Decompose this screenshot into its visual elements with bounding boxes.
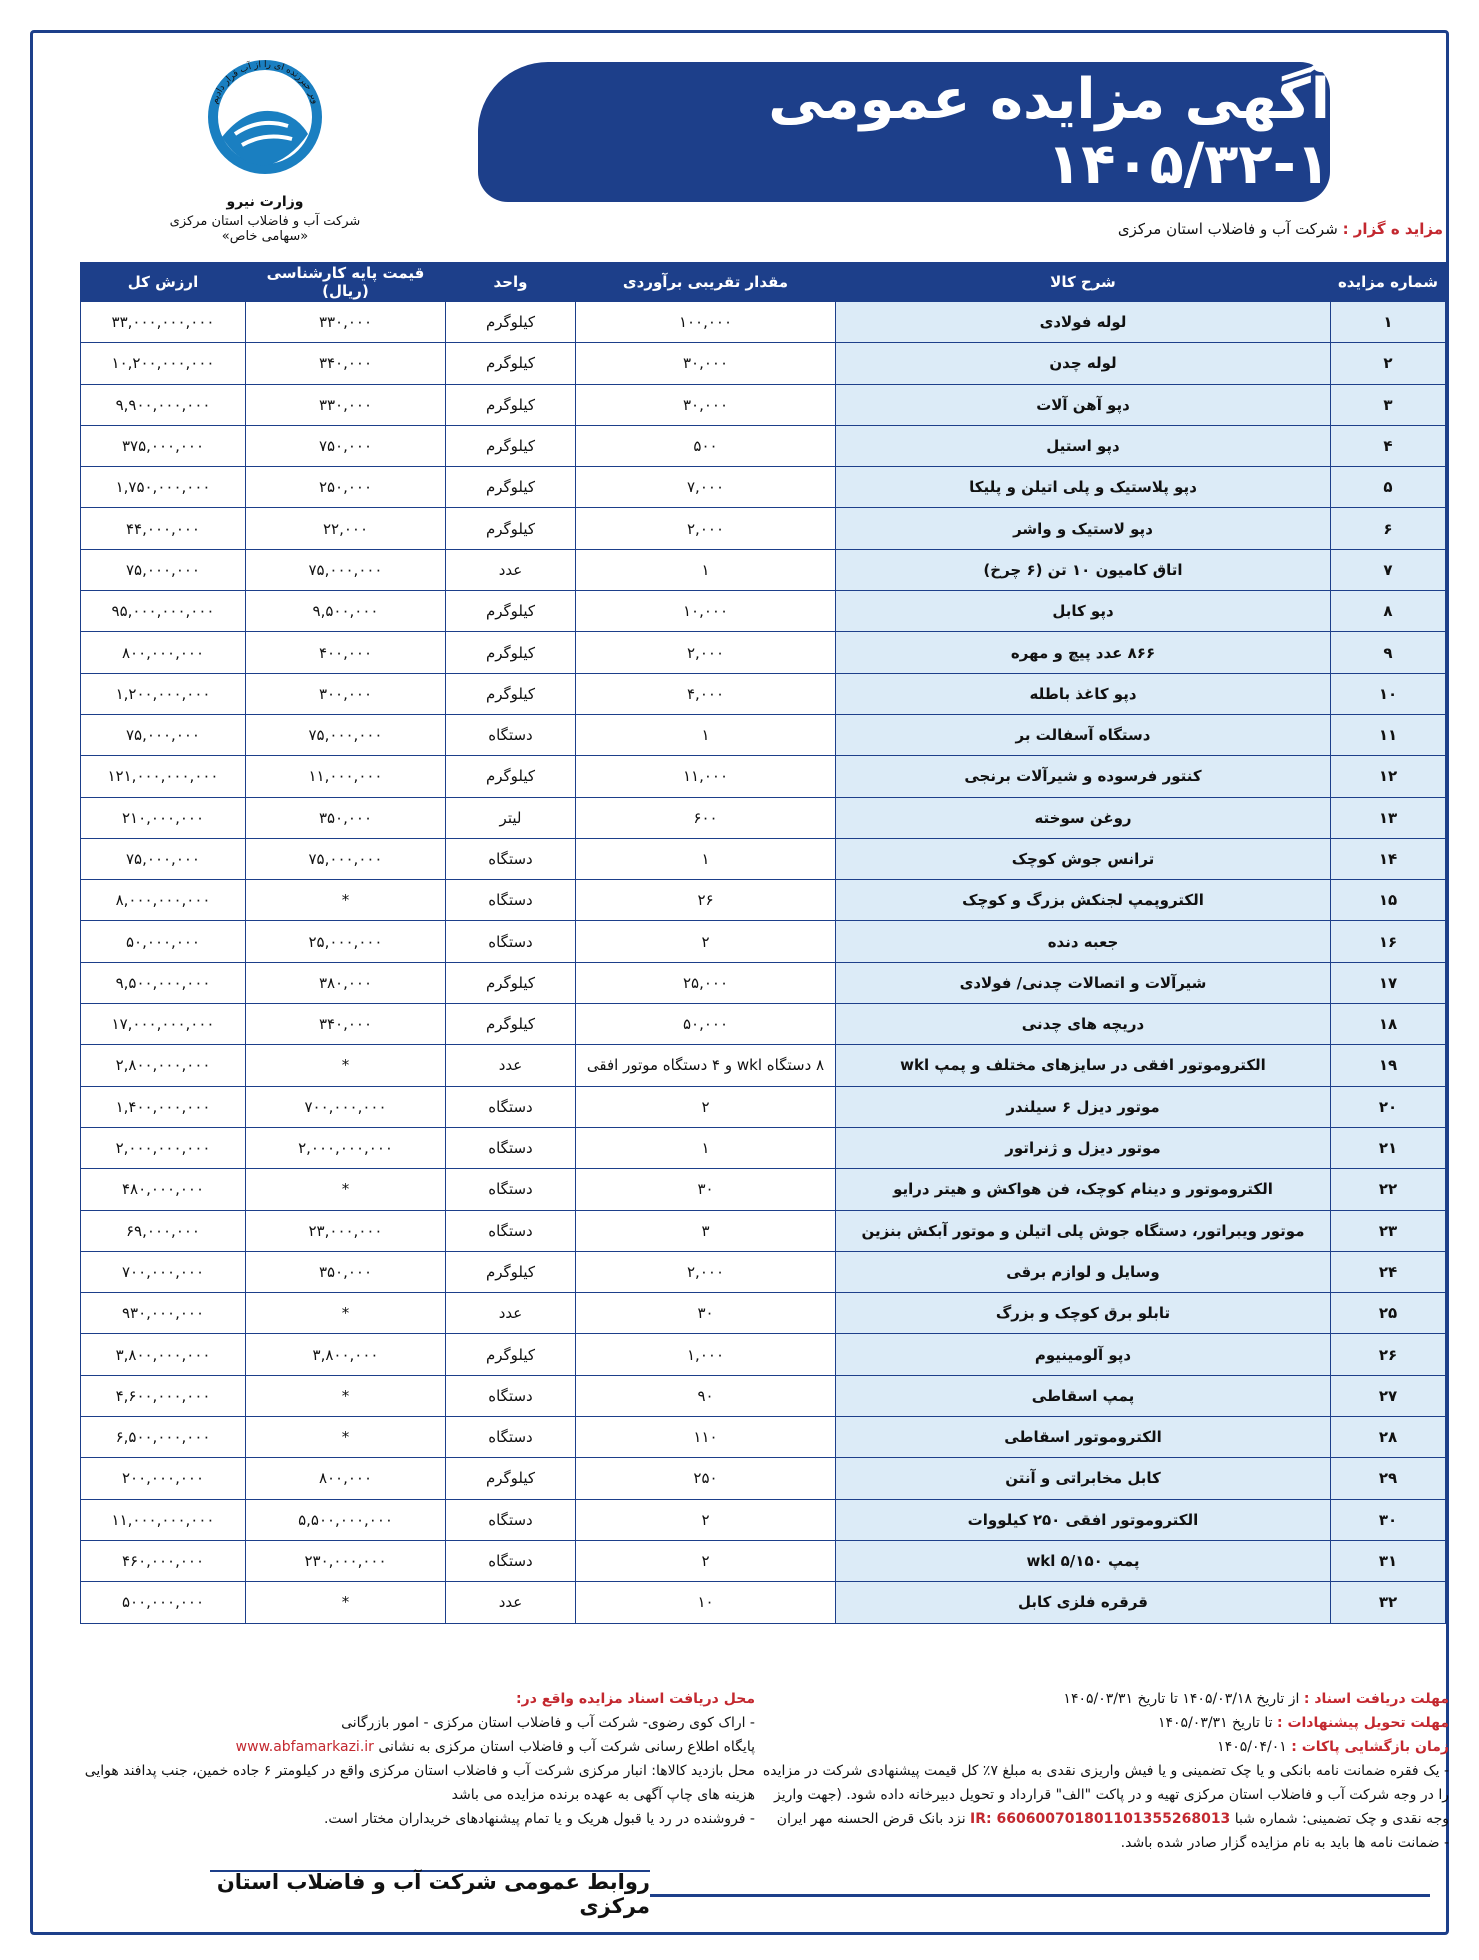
cell-qty: ۳۰,۰۰۰ [576,343,836,384]
cell-unit: کیلوگرم [446,673,576,714]
company-logo [150,42,380,252]
cell-desc: الکتروموتور و دینام کوچک، فن هواکش و هیتر درایو [836,1169,1331,1210]
cell-qty: ۱ [576,714,836,755]
cell-no: ۲۰ [1331,1086,1446,1127]
cell-price: * [246,1375,446,1416]
cell-price: ۲,۰۰۰,۰۰۰,۰۰۰ [246,1127,446,1168]
table-row [81,1086,1446,1127]
table-row [81,1582,1446,1623]
cell-qty: ۱ [576,838,836,879]
cell-unit: دستگاه [446,714,576,755]
cell-no: ۵ [1331,467,1446,508]
cell-total: ۹,۵۰۰,۰۰۰,۰۰۰ [81,962,246,1003]
cell-desc: جعبه دنده [836,921,1331,962]
cell-desc: الکتروموتور اسقاطی [836,1417,1331,1458]
header-unit: واحد [446,263,576,302]
cell-total: ۹,۹۰۰,۰۰۰,۰۰۰ [81,384,246,425]
cell-no: ۱۳ [1331,797,1446,838]
table-row [81,1540,1446,1581]
cell-qty: ۱,۰۰۰ [576,1334,836,1375]
seller-note: - فروشنده در رد یا قبول هریک و یا تمام پیشنهادهای خریداران مختار است. [323,1811,755,1827]
cell-price: * [246,1169,446,1210]
table-row [81,756,1446,797]
cell-desc: روغن سوخته [836,797,1331,838]
cell-desc: الکتروموتور افقی در سایزهای مختلف و پمپ wkl [836,1045,1331,1086]
cell-desc: قرقره فلزی کابل [836,1582,1331,1623]
cell-total: ۷۰۰,۰۰۰,۰۰۰ [81,1251,246,1292]
location-value: - اراک کوی رضوی- شرکت آب و فاضلاب استان مرکزی - امور بازرگانی [341,1715,755,1731]
footer-signature: روابط عمومی شرکت آب و فاضلاب استان مرکزی [210,1870,650,1916]
cell-no: ۱۰ [1331,673,1446,714]
cell-desc: الکتروموتور افقی ۲۵۰ کیلووات [836,1499,1331,1540]
cell-desc: دپو پلاستیک و پلی اتیلن و پلیکا [836,467,1331,508]
cell-qty: ۸ دستگاه wkl و ۴ دستگاه موتور افقی [576,1045,836,1086]
cell-desc: وسایل و لوازم برقی [836,1251,1331,1292]
cell-no: ۱۷ [1331,962,1446,1003]
docs-deadline-value: از تاریخ ۱۴۰۵/۰۳/۱۸ تا تاریخ ۱۴۰۵/۰۳/۳۱ [1063,1691,1300,1707]
cell-total: ۱,۲۰۰,۰۰۰,۰۰۰ [81,673,246,714]
cell-no: ۲ [1331,343,1446,384]
cell-unit: کیلوگرم [446,591,576,632]
cell-price: * [246,1045,446,1086]
cell-desc: لوله فولادی [836,302,1331,343]
cell-total: ۶۹,۰۰۰,۰۰۰ [81,1210,246,1251]
cell-desc: الکتروپمپ لجنکش بزرگ و کوچک [836,880,1331,921]
table-row [81,1499,1446,1540]
cell-unit: کیلوگرم [446,467,576,508]
cell-desc: شیرآلات و اتصالات چدنی/ فولادی [836,962,1331,1003]
cell-total: ۴۶۰,۰۰۰,۰۰۰ [81,1540,246,1581]
cell-total: ۹۳۰,۰۰۰,۰۰۰ [81,1293,246,1334]
cell-no: ۱۱ [1331,714,1446,755]
table-row [81,343,1446,384]
cell-qty: ۱۰۰,۰۰۰ [576,302,836,343]
table-row [81,921,1446,962]
auctioneer-value: شرکت آب و فاضلاب استان مرکزی [1117,220,1338,238]
cell-desc: دریچه های چدنی [836,1004,1331,1045]
cell-price: ۷۵,۰۰۰,۰۰۰ [246,549,446,590]
cell-total: ۱۷,۰۰۰,۰۰۰,۰۰۰ [81,1004,246,1045]
cell-unit: دستگاه [446,1499,576,1540]
auctioneer-line [1118,220,1443,238]
cell-price: ۷۵,۰۰۰,۰۰۰ [246,714,446,755]
table-row [81,591,1446,632]
cell-total: ۸۰۰,۰۰۰,۰۰۰ [81,632,246,673]
cell-no: ۲۴ [1331,1251,1446,1292]
cell-total: ۸,۰۰۰,۰۰۰,۰۰۰ [81,880,246,921]
cell-total: ۳۳,۰۰۰,۰۰۰,۰۰۰ [81,302,246,343]
table-row [81,1417,1446,1458]
cell-price: ۷۵,۰۰۰,۰۰۰ [246,838,446,879]
guarantee-text: - یک فقره ضمانت نامه بانکی و یا چک تضمینی و یا فیش واریزی نقدی به مبلغ ۷٪ کل قیمت پیشنهادی شرکت در مزایده را در وجه شرکت آب و فاضلاب استان مرکزی تهیه و در پاکت "الف" قرارداد و تحویل دبیرخانه داده شود. (جهت واریز وجه نقدی و چک تضمینی: شماره شبا [762,1763,1449,1827]
ministry-name: وزارت نیرو [226,194,304,210]
cell-qty: ۱ [576,549,836,590]
cell-total: ۳,۸۰۰,۰۰۰,۰۰۰ [81,1334,246,1375]
footer-divider [650,1894,1430,1897]
cell-qty: ۴,۰۰۰ [576,673,836,714]
auction-items-table [80,262,1446,1624]
cell-total: ۲۰۰,۰۰۰,۰۰۰ [81,1458,246,1499]
cell-desc: دپو کاغذ باطله [836,673,1331,714]
cell-no: ۳ [1331,384,1446,425]
cell-desc: دپو استیل [836,425,1331,466]
cell-unit: لیتر [446,797,576,838]
cell-no: ۱۵ [1331,880,1446,921]
cell-no: ۲۸ [1331,1417,1446,1458]
cell-desc: دپو آلومینیوم [836,1334,1331,1375]
guarantee-text-2: نزد بانک قرض الحسنه مهر ایران [776,1811,966,1827]
cell-total: ۷۵,۰۰۰,۰۰۰ [81,838,246,879]
table-row [81,1045,1446,1086]
cell-desc: لوله چدن [836,343,1331,384]
cell-unit: عدد [446,549,576,590]
cell-qty: ۲ [576,1086,836,1127]
cell-unit: کیلوگرم [446,962,576,1003]
opening-value: ۱۴۰۵/۰۴/۰۱ [1217,1739,1287,1755]
cell-price: ۴۰۰,۰۰۰ [246,632,446,673]
cell-unit: دستگاه [446,1417,576,1458]
cell-unit: دستگاه [446,1540,576,1581]
deadlines-block [759,1687,1449,1855]
cell-price: ۷۵۰,۰۰۰ [246,425,446,466]
cell-price: ۷۰۰,۰۰۰,۰۰۰ [246,1086,446,1127]
cell-qty: ۵۰,۰۰۰ [576,1004,836,1045]
offers-deadline-label: مهلت تحویل پیشنهادات : [1276,1715,1449,1731]
cell-price: ۳۴۰,۰۰۰ [246,343,446,384]
cell-no: ۱۶ [1331,921,1446,962]
table-row [81,1004,1446,1045]
location-block [55,1687,755,1831]
cell-price: ۳۰۰,۰۰۰ [246,673,446,714]
cell-qty: ۲,۰۰۰ [576,632,836,673]
cell-price: ۸۰۰,۰۰۰ [246,1458,446,1499]
cell-price: * [246,1293,446,1334]
cell-qty: ۱۱,۰۰۰ [576,756,836,797]
cost-note: هزینه های چاپ آگهی به عهده برنده مزایده می باشد [451,1787,755,1803]
cell-total: ۲,۰۰۰,۰۰۰,۰۰۰ [81,1127,246,1168]
cell-unit: کیلوگرم [446,508,576,549]
cell-no: ۱۸ [1331,1004,1446,1045]
cell-no: ۲۱ [1331,1127,1446,1168]
cell-qty: ۲,۰۰۰ [576,508,836,549]
offers-deadline-value: تا تاریخ ۱۴۰۵/۰۳/۳۱ [1158,1715,1273,1731]
table-row [81,302,1446,343]
cell-total: ۷۵,۰۰۰,۰۰۰ [81,714,246,755]
cell-no: ۲۷ [1331,1375,1446,1416]
table-row [81,467,1446,508]
cell-unit: دستگاه [446,1169,576,1210]
cell-no: ۱۴ [1331,838,1446,879]
cell-total: ۵۰۰,۰۰۰,۰۰۰ [81,1582,246,1623]
cell-unit: کیلوگرم [446,384,576,425]
table-row [81,508,1446,549]
cell-price: ۳۵۰,۰۰۰ [246,797,446,838]
cell-price: ۱۱,۰۰۰,۰۰۰ [246,756,446,797]
cell-desc: موتور دیزل و ژنراتور [836,1127,1331,1168]
cell-total: ۲۱۰,۰۰۰,۰۰۰ [81,797,246,838]
cell-no: ۲۵ [1331,1293,1446,1334]
cell-desc: دپو لاستیک و واشر [836,508,1331,549]
cell-unit: عدد [446,1045,576,1086]
cell-unit: کیلوگرم [446,425,576,466]
header-total: ارزش کل [81,263,246,302]
table-row [81,425,1446,466]
cell-unit: کیلوگرم [446,302,576,343]
cell-desc: پمپ wkl ۵/۱۵۰ [836,1540,1331,1581]
cell-price: ۹,۵۰۰,۰۰۰ [246,591,446,632]
cell-no: ۸ [1331,591,1446,632]
cell-qty: ۱۱۰ [576,1417,836,1458]
table-row [81,838,1446,879]
cell-price: * [246,1417,446,1458]
cell-unit: دستگاه [446,880,576,921]
cell-no: ۱۹ [1331,1045,1446,1086]
cell-qty: ۱۰ [576,1582,836,1623]
table-row [81,880,1446,921]
table-row [81,1334,1446,1375]
cell-unit: دستگاه [446,1375,576,1416]
cell-qty: ۳۰,۰۰۰ [576,384,836,425]
cell-desc: پمپ اسقاطی [836,1375,1331,1416]
cell-price: ۳,۸۰۰,۰۰۰ [246,1334,446,1375]
cell-total: ۴,۶۰۰,۰۰۰,۰۰۰ [81,1375,246,1416]
cell-total: ۷۵,۰۰۰,۰۰۰ [81,549,246,590]
cell-desc: دستگاه آسفالت بر [836,714,1331,755]
cell-desc: موتور دیزل ۶ سیلندر [836,1086,1331,1127]
cell-qty: ۹۰ [576,1375,836,1416]
svg-text:وبر حیرزنده ای را از آب قرار د [210,60,320,105]
cell-total: ۱۰,۲۰۰,۰۰۰,۰۰۰ [81,343,246,384]
cell-total: ۵۰,۰۰۰,۰۰۰ [81,921,246,962]
logo-arc-text: وبر حیرزنده ای را از آب قرار دادیم [209,59,321,106]
cell-qty: ۱ [576,1127,836,1168]
cell-no: ۲۹ [1331,1458,1446,1499]
cell-qty: ۲۶ [576,880,836,921]
cell-unit: کیلوگرم [446,1004,576,1045]
table-row [81,1210,1446,1251]
cell-qty: ۳۰ [576,1169,836,1210]
cell-total: ۱,۴۰۰,۰۰۰,۰۰۰ [81,1086,246,1127]
table-row [81,1375,1446,1416]
cell-unit: کیلوگرم [446,1251,576,1292]
header-price: قیمت پایه کارشناسی (ریال) [246,263,446,302]
cell-qty: ۳۰ [576,1293,836,1334]
cell-price: ۳۳۰,۰۰۰ [246,384,446,425]
cell-unit: کیلوگرم [446,632,576,673]
cell-price: ۲۳۰,۰۰۰,۰۰۰ [246,1540,446,1581]
cell-unit: کیلوگرم [446,1458,576,1499]
cell-desc: ترانس جوش کوچک [836,838,1331,879]
cell-desc: دپو کابل [836,591,1331,632]
cell-total: ۹۵,۰۰۰,۰۰۰,۰۰۰ [81,591,246,632]
cell-no: ۳۰ [1331,1499,1446,1540]
table-row [81,1251,1446,1292]
cell-qty: ۵۰۰ [576,425,836,466]
cell-price: ۲۵۰,۰۰۰ [246,467,446,508]
iban-value: IR: 660600701801101355268013 [970,1811,1231,1827]
cell-desc: ۸۶۶ عدد پیچ و مهره [836,632,1331,673]
cell-unit: دستگاه [446,1210,576,1251]
guarantee-note: - ضمانت نامه ها باید به نام مزایده گزار صادر شده باشد. [1120,1835,1449,1851]
cell-price: ۲۲,۰۰۰ [246,508,446,549]
cell-total: ۱۲۱,۰۰۰,۰۰۰,۰۰۰ [81,756,246,797]
cell-unit: دستگاه [446,1127,576,1168]
cell-price: ۳۴۰,۰۰۰ [246,1004,446,1045]
table-row [81,632,1446,673]
cell-unit: عدد [446,1293,576,1334]
header-desc: شرح کالا [836,263,1331,302]
cell-qty: ۲ [576,1499,836,1540]
cell-no: ۹ [1331,632,1446,673]
cell-price: ۵,۵۰۰,۰۰۰,۰۰۰ [246,1499,446,1540]
page-title: آگهی مزایده عمومی ۱-۱۴۰۵/۳۲ [768,67,1330,197]
table-row [81,384,1446,425]
visit-location: محل بازدید کالاها: انبار مرکزی شرکت آب و فاضلاب استان مرکزی واقع در کیلومتر ۶ جاده خمین، جنب پدافند هوایی [84,1763,755,1779]
cell-total: ۶,۵۰۰,۰۰۰,۰۰۰ [81,1417,246,1458]
cell-no: ۶ [1331,508,1446,549]
table-row [81,1127,1446,1168]
cell-unit: کیلوگرم [446,1334,576,1375]
cell-no: ۳۲ [1331,1582,1446,1623]
cell-qty: ۲ [576,921,836,962]
cell-qty: ۳ [576,1210,836,1251]
cell-price: ۲۵,۰۰۰,۰۰۰ [246,921,446,962]
table-row [81,962,1446,1003]
cell-total: ۱,۷۵۰,۰۰۰,۰۰۰ [81,467,246,508]
table-row [81,1458,1446,1499]
cell-desc: اتاق کامیون ۱۰ تن (۶ چرخ) [836,549,1331,590]
cell-qty: ۲۵,۰۰۰ [576,962,836,1003]
cell-price: * [246,1582,446,1623]
cell-desc: کابل مخابراتی و آنتن [836,1458,1331,1499]
cell-no: ۳۱ [1331,1540,1446,1581]
cell-total: ۴۴,۰۰۰,۰۰۰ [81,508,246,549]
table-row [81,673,1446,714]
opening-label: زمان بازگشایی پاکات : [1291,1739,1449,1755]
website-text: پایگاه اطلاع رسانی شرکت آب و فاضلاب استان مرکزی به نشانی [378,1739,755,1755]
cell-unit: دستگاه [446,921,576,962]
cell-price: ۳۸۰,۰۰۰ [246,962,446,1003]
cell-total: ۳۷۵,۰۰۰,۰۰۰ [81,425,246,466]
water-drop-logo-icon [190,42,340,192]
cell-unit: دستگاه [446,838,576,879]
table-row [81,1293,1446,1334]
cell-desc: کنتور فرسوده و شیرآلات برنجی [836,756,1331,797]
cell-qty: ۲ [576,1540,836,1581]
cell-price: ۳۳۰,۰۰۰ [246,302,446,343]
auctioneer-label: مزاید ه گزار : [1342,220,1443,238]
cell-total: ۴۸۰,۰۰۰,۰۰۰ [81,1169,246,1210]
cell-unit: عدد [446,1582,576,1623]
cell-total: ۲,۸۰۰,۰۰۰,۰۰۰ [81,1045,246,1086]
cell-no: ۲۳ [1331,1210,1446,1251]
cell-qty: ۷,۰۰۰ [576,467,836,508]
cell-no: ۲۲ [1331,1169,1446,1210]
cell-unit: کیلوگرم [446,756,576,797]
cell-no: ۷ [1331,549,1446,590]
cell-qty: ۲,۰۰۰ [576,1251,836,1292]
cell-price: * [246,880,446,921]
cell-qty: ۶۰۰ [576,797,836,838]
cell-unit: کیلوگرم [446,343,576,384]
cell-price: ۳۵۰,۰۰۰ [246,1251,446,1292]
cell-no: ۴ [1331,425,1446,466]
cell-desc: موتور ویبراتور، دستگاه جوش پلی اتیلن و موتور آبکش بنزین [836,1210,1331,1251]
cell-qty: ۱۰,۰۰۰ [576,591,836,632]
table-row [81,797,1446,838]
header-qty: مقدار تقریبی برآوردی [576,263,836,302]
cell-unit: دستگاه [446,1086,576,1127]
cell-desc: تابلو برق کوچک و بزرگ [836,1293,1331,1334]
docs-deadline-label: مهلت دریافت اسناد : [1303,1691,1449,1707]
company-name: شرکت آب و فاضلاب استان مرکزی «سهامی خاص» [169,214,361,244]
cell-price: ۲۳,۰۰۰,۰۰۰ [246,1210,446,1251]
table-header-row [81,263,1446,302]
cell-total: ۱۱,۰۰۰,۰۰۰,۰۰۰ [81,1499,246,1540]
cell-no: ۲۶ [1331,1334,1446,1375]
header-no: شماره مزایده [1331,263,1446,302]
cell-no: ۱۲ [1331,756,1446,797]
website-link[interactable]: www.abfamarkazi.ir [235,1739,374,1755]
location-label: محل دریافت اسناد مزایده واقع در: [516,1691,755,1707]
title-banner [478,62,1330,202]
cell-no: ۱ [1331,302,1446,343]
table-row [81,714,1446,755]
table-row [81,1169,1446,1210]
table-row [81,549,1446,590]
cell-desc: دپو آهن آلات [836,384,1331,425]
cell-qty: ۲۵۰ [576,1458,836,1499]
